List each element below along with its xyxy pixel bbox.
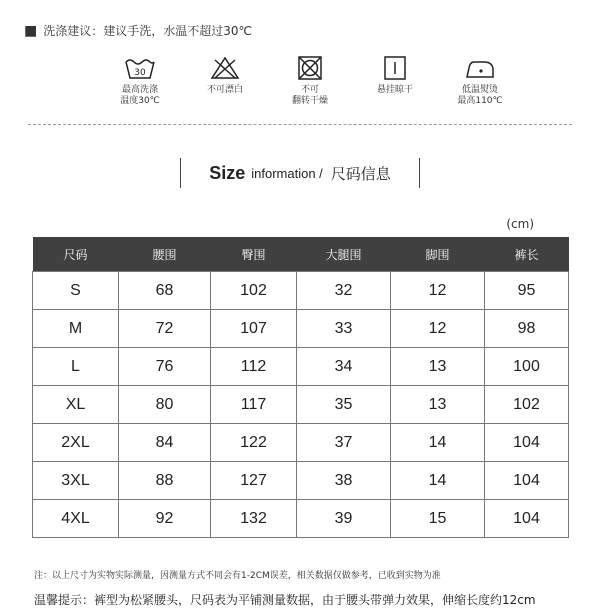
waist-cell: 68 (119, 272, 211, 310)
care-item-low-iron (445, 56, 515, 107)
warm-tip: 温馨提示：裤型为松紧腰头，尺码表为平铺测量数据，由于腰头带弹力效果，伸缩长度约12cm (34, 593, 536, 607)
hip-cell: 107 (211, 310, 297, 348)
heading-info-word: information / (251, 165, 323, 181)
waist-cell: 84 (119, 424, 211, 462)
size-cell: L (33, 348, 119, 386)
thigh-cell: 39 (297, 500, 391, 538)
size-cell: 2XL (33, 424, 119, 462)
heading-right-bar (419, 158, 420, 188)
thigh-cell: 35 (297, 386, 391, 424)
header-hem: 脚围 (391, 237, 485, 272)
measurement-note: 注：以上尺寸为实物实际测量，因测量方式不同会有1-2CM误差，相关数据仅做参考，已收到实物为准 (34, 571, 441, 581)
care-label-low-iron: 低温熨烫 最高110℃ (457, 85, 503, 106)
hem-cell: 13 (391, 348, 485, 386)
length-cell: 98 (485, 310, 569, 348)
hem-cell: 14 (391, 462, 485, 500)
size-table (32, 237, 569, 538)
section-divider (28, 124, 572, 125)
hem-cell: 13 (391, 386, 485, 424)
hip-cell: 112 (211, 348, 297, 386)
header-size: 尺码 (33, 237, 119, 272)
size-cell: S (33, 272, 119, 310)
wash-advice-text: 洗涤建议：建议手洗，水温不超过30℃ (43, 24, 252, 38)
care-item-no-bleach (190, 56, 260, 107)
header-length: 裤长 (485, 237, 569, 272)
size-cell: 4XL (33, 500, 119, 538)
length-cell: 95 (485, 272, 569, 310)
care-item-line-dry (360, 56, 430, 107)
care-label-line-dry: 悬挂晾干 (376, 85, 413, 95)
thigh-cell: 37 (297, 424, 391, 462)
table-row (33, 272, 569, 310)
table-row (33, 310, 569, 348)
length-cell: 104 (485, 462, 569, 500)
header-thigh: 大腿围 (297, 237, 391, 272)
thigh-cell: 33 (297, 310, 391, 348)
thigh-cell: 38 (297, 462, 391, 500)
svg-text:30: 30 (134, 68, 146, 78)
hem-cell: 12 (391, 310, 485, 348)
header-waist: 腰围 (119, 237, 211, 272)
heading-size-word: Size (209, 162, 246, 183)
no-tumble-dry-icon (297, 56, 323, 80)
care-item-wash-30 (105, 56, 175, 107)
table-row (33, 348, 569, 386)
hem-cell: 15 (391, 500, 485, 538)
length-cell: 102 (485, 386, 569, 424)
hip-cell: 132 (211, 500, 297, 538)
care-label-no-bleach: 不可漂白 (206, 85, 243, 95)
hip-cell: 127 (211, 462, 297, 500)
hip-cell: 122 (211, 424, 297, 462)
care-label-wash-30: 最高洗涤 温度30℃ (120, 85, 160, 106)
line-dry-icon (383, 56, 407, 80)
hem-cell: 14 (391, 424, 485, 462)
size-info-heading (0, 158, 600, 188)
wash-advice-title (24, 22, 252, 39)
length-cell: 104 (485, 500, 569, 538)
waist-cell: 88 (119, 462, 211, 500)
table-row (33, 424, 569, 462)
header-hip: 臀围 (211, 237, 297, 272)
low-iron-icon (464, 56, 496, 80)
length-cell: 104 (485, 424, 569, 462)
thigh-cell: 32 (297, 272, 391, 310)
size-cell: M (33, 310, 119, 348)
waist-cell: 92 (119, 500, 211, 538)
table-row (33, 386, 569, 424)
hip-cell: 117 (211, 386, 297, 424)
waist-cell: 72 (119, 310, 211, 348)
no-bleach-icon (210, 56, 240, 80)
bullet-icon: ■ (24, 23, 38, 39)
length-cell: 100 (485, 348, 569, 386)
waist-cell: 80 (119, 386, 211, 424)
hem-cell: 12 (391, 272, 485, 310)
wash-30-icon (124, 56, 156, 80)
size-cell: 3XL (33, 462, 119, 500)
thigh-cell: 34 (297, 348, 391, 386)
table-header-row (33, 237, 569, 272)
waist-cell: 76 (119, 348, 211, 386)
unit-label: (cm) (506, 217, 534, 231)
heading-cn-word: 尺码信息 (330, 165, 391, 183)
care-label-no-tumble-dry: 不可 翻转干燥 (291, 85, 328, 106)
table-row (33, 500, 569, 538)
care-icons-row (105, 56, 515, 107)
hip-cell: 102 (211, 272, 297, 310)
heading-left-bar (180, 158, 181, 188)
table-row (33, 462, 569, 500)
size-cell: XL (33, 386, 119, 424)
care-item-no-tumble-dry (275, 56, 345, 107)
